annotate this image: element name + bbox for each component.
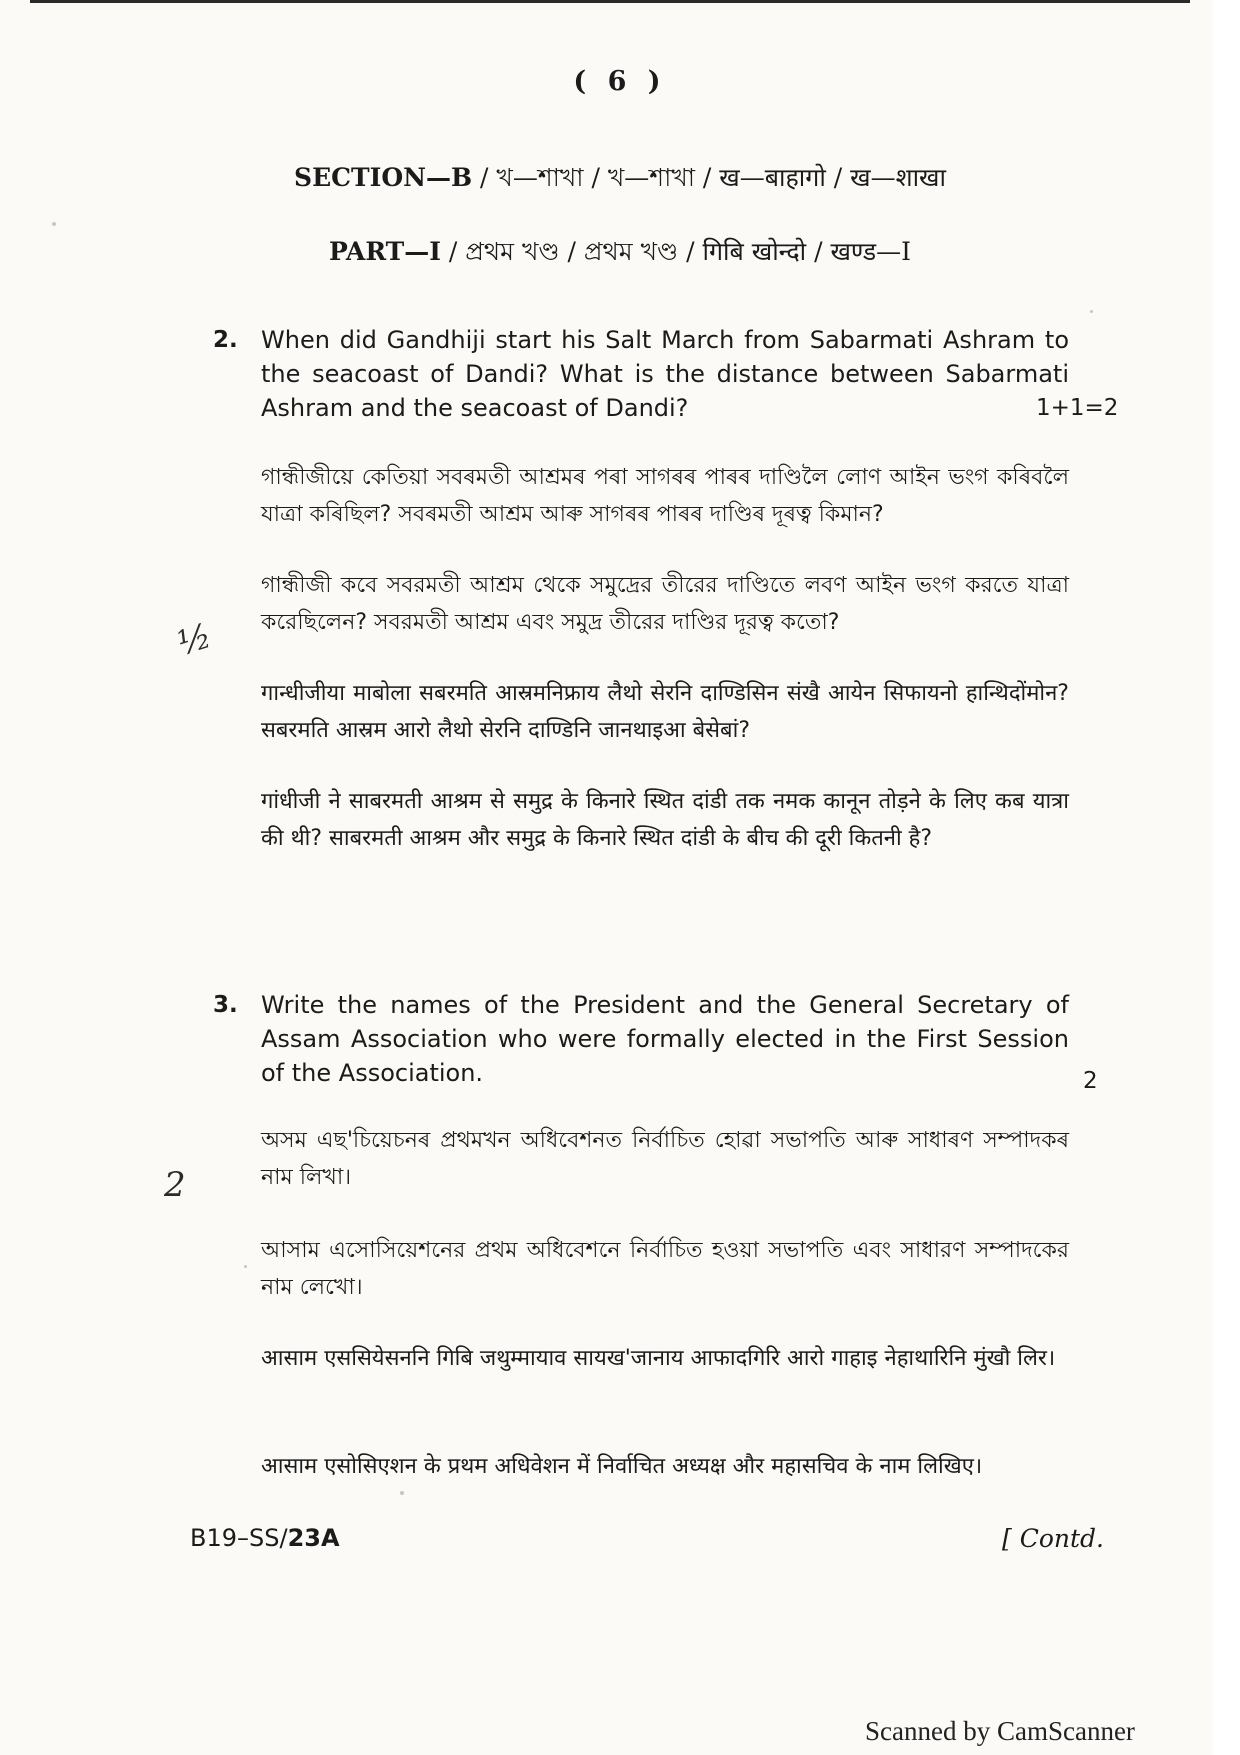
paper-code	[190, 1524, 340, 1552]
question-marks: 1+1=2	[1036, 395, 1119, 421]
question-marks: 2	[1083, 1068, 1098, 1094]
page-edge	[1213, 0, 1240, 1755]
paper-code-prefix: B19–SS/	[190, 1524, 288, 1552]
translation-hindi: आसाम एसोसिएशन के प्रथम अधिवेशन में निर्वाचित अध्यक्ष और महासचिव के नाम लिखिए।	[261, 1454, 983, 1479]
paper-speck	[400, 1491, 404, 1495]
page-number: ( 6 )	[573, 66, 667, 97]
handwritten-mark: 2	[164, 1165, 186, 1205]
translation-bengali: গান্ধীজী কবে সবরমতী আশ্রম থেকে সমুদ্রের তীরের দাণ্ডিতে লবণ আইন ভংগ করতে যাত্রা করেছিলেন? সবরমতী আশ্রম এবং সমুদ্র তীরের দাণ্ডির দূরত্ব কতো?	[261, 573, 1069, 635]
question-text: Write the names of the President and the General Secretary of Assam Association who were formally elected in the First Session of the Association.	[261, 991, 1069, 1087]
section-label: SECTION—B	[294, 163, 473, 192]
translation-bengali: আসাম এসোসিয়েশনের প্রথম অধিবেশনে নির্বাচিত হওয়া সভাপতি এবং সাধারণ সম্পাদকের নাম লেখো।	[261, 1238, 1069, 1300]
scanner-watermark: Scanned by CamScanner	[865, 1716, 1135, 1746]
translation-hindi: गांधीजी ने साबरमती आश्रम से समुद्र के किनारे स्थित दांडी तक नमक कानून तोड़ने के लिए कब यात्रा की थी? साबरमती आश्रम और समुद्र के किनारे स्थित दांडी के बीच की दूरी कितनी है?	[261, 789, 1069, 851]
paper-speck	[244, 1265, 247, 1268]
continued-label	[1002, 1524, 1104, 1553]
question-number: 2.	[213, 327, 238, 353]
continued-text: [ Contd.	[1002, 1524, 1104, 1553]
translation-assamese: গান্ধীজীয়ে কেতিয়া সবৰমতী আশ্ৰমৰ পৰা সাগৰৰ পাৰৰ দাণ্ডিলৈ লোণ আইন ভংগ কৰিবলৈ যাত্ৰা কৰিছিল? সবৰমতী আশ্ৰম আৰু সাগৰৰ পাৰৰ দাণ্ডিৰ দূৰত্ব কিমান?	[261, 465, 1069, 527]
paper-speck	[1090, 310, 1093, 313]
translation-bodo: गान्धीजीया माबोला सबरमति आस्रमनिफ्राय लैथो सेरनि दाण्डिसिन संखै आयेन सिफायनो हान्थिदोंमोन? सबरमति आस्रम आरो लैथो सेरनि दाण्डिनि जानथाइआ बेसेबां?	[261, 681, 1069, 743]
part-heading	[0, 232, 1213, 275]
translation-bodo: आसाम एससियेसननि गिबि जथुम्मायाव सायख'जानाय आफादगिरि आरो गाहाइ नेहाथारिनि मुंखौ लिर।	[261, 1346, 1056, 1371]
section-translations: / খ—শাখা / খ—শাখা / ख—बाहागो / ख—शाखा	[480, 163, 946, 192]
paper-code-suffix: 23A	[287, 1524, 340, 1552]
section-heading	[0, 158, 1213, 201]
paper-speck	[52, 222, 56, 226]
part-translations: / প্ৰথম খণ্ড / প্রথম খণ্ড / गिबि खोन्दो / खण्ड—I	[448, 237, 912, 266]
question-number: 3.	[213, 992, 238, 1018]
top-rule	[30, 0, 1190, 3]
question-text: When did Gandhiji start his Salt March from Sabarmati Ashram to the seacoast of Dandi? What is the distance between Sabarmati Ashram and the seacoast of Dandi?	[261, 326, 1069, 422]
part-label: PART—I	[328, 237, 441, 266]
handwritten-mark: ½	[172, 615, 217, 665]
translation-assamese: অসম এছ'চিয়েচনৰ প্ৰথমখন অধিবেশনত নিৰ্বাচিত হোৱা সভাপতি আৰু সাধাৰণ সম্পাদকৰ নাম লিখা।	[261, 1128, 1069, 1190]
